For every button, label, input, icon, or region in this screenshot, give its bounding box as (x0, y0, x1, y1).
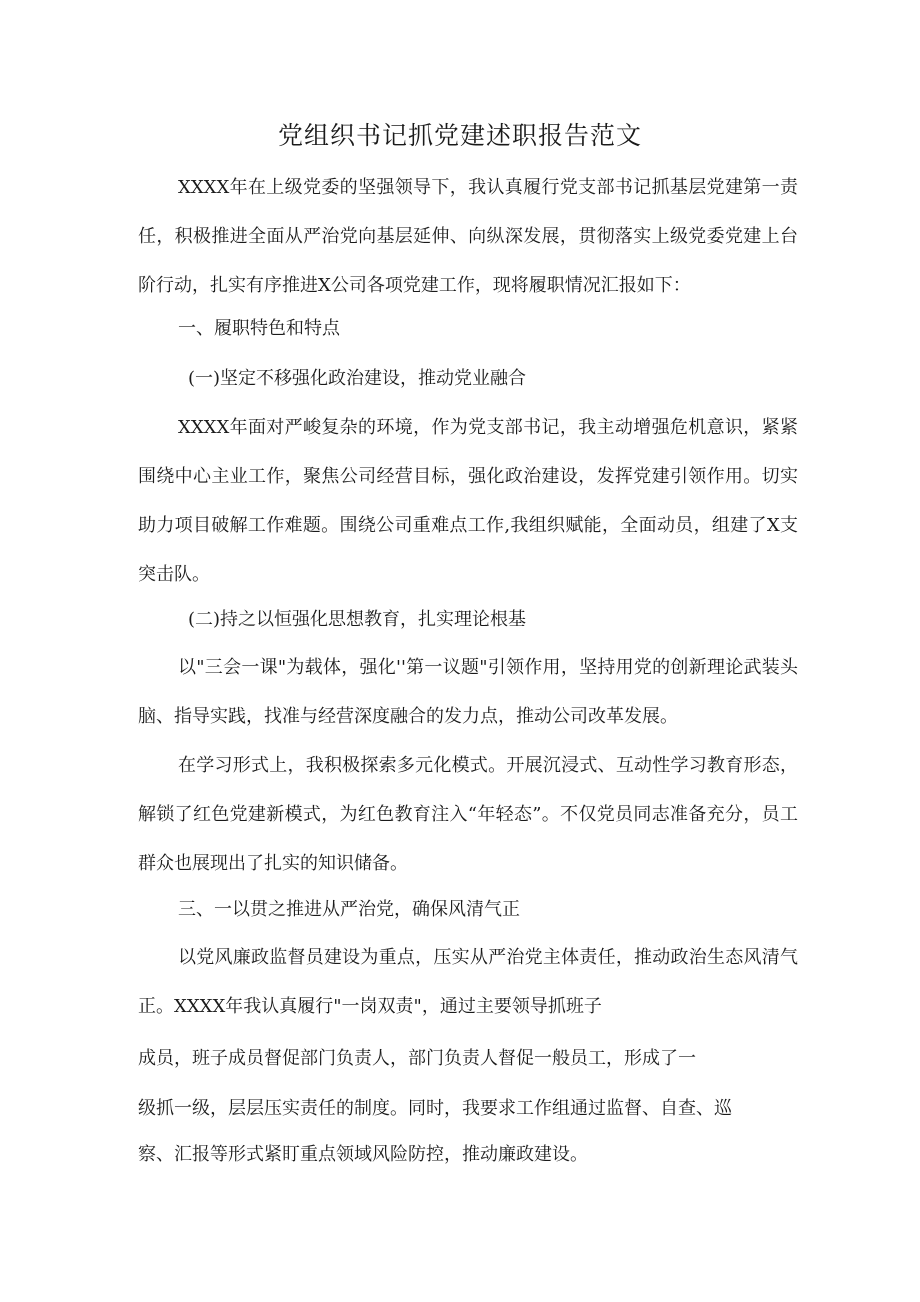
subsection-2-paragraph-2: 在学习形式上，我积极探索多元化模式。开展沉浸式、互动性学习教育形态，解锁了红色党建新模式，为红色教育注入“年轻态”。不仅党员同志准备充分，员工群众也展现出了扎实的知识储备。 (138, 755, 798, 874)
subsection-1-paragraph: XXXX年面对严峻复杂的环境，作为党支部书记，我主动增强危机意识，紧紧围绕中心主业工作，聚焦公司经营目标，强化政治建设，发挥党建引领作用。切实助力项目破解工作难题。围绕公司重难点工作,我组织赋能，全面动员，组建了X支突击队。 (138, 417, 798, 585)
section-1-heading: 一、履职特色和特点 (178, 318, 340, 339)
tail-line-3: 察、汇报等形式紧盯重点领域风险防控，推动廉政建设。 (138, 1144, 588, 1165)
subsection-2-paragraph-1: 以"三会一课"为载体，强化''第一议题"引领作用，坚持用党的创新理论武装头脑、指导实践，找准与经营深度融合的发力点，推动公司改革发展。 (138, 657, 798, 727)
tail-line-2: 级抓一级，层层压实责任的制度。同时，我要求工作组通过监督、自查、巡 (138, 1098, 732, 1119)
intro-paragraph: XXXX年在上级党委的坚强领导下，我认真履行党支部书记抓基层党建第一责任，积极推进全面从严治党向基层延伸、向纵深发展，贯彻落实上级党委党建上台阶行动，扎实有序推进X公司各项党建工作，现将履职情况汇报如下： (138, 177, 798, 296)
section-3-paragraph: 以党风廉政监督员建设为重点，压实从严治党主体责任，推动政治生态风清气正。XXXX年我认真履行"一岗双责"，通过主要领导抓班子 (138, 947, 798, 1017)
tail-line-1: 成员，班子成员督促部门负责人，部门负责人督促一般员工，形成了一 (138, 1048, 696, 1069)
subsection-1-heading: (一)坚定不移强化政治建设，推动党业融合 (188, 368, 527, 389)
subsection-2-heading: (二)持之以恒强化思想教育，扎实理论根基 (188, 609, 527, 630)
document-title: 党组织书记抓党建述职报告范文 (277, 121, 642, 150)
section-3-heading: 三、一以贯之推进从严治党，确保风清气正 (178, 899, 520, 920)
